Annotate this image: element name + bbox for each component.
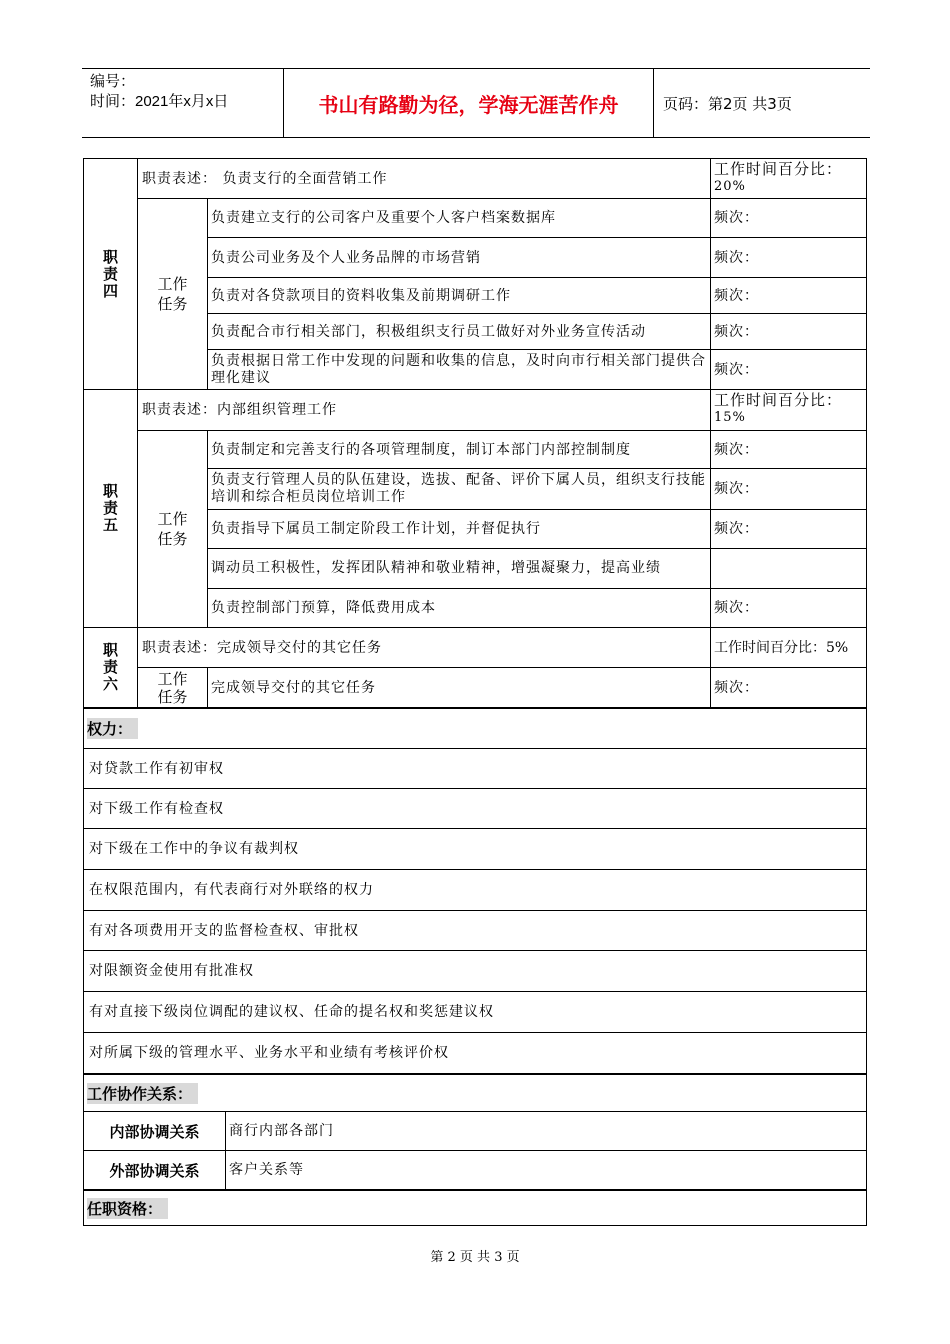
duty-5-task-2-freq: 频次： <box>710 468 867 510</box>
authority-heading-cell <box>83 707 867 749</box>
duty-4-task-5-freq: 频次： <box>710 349 867 390</box>
duty-4-task-2-freq: 频次： <box>710 237 867 278</box>
duty-4-task-5: 负责根据日常工作中发现的问题和收集的信息，及时向市行相关部门提供合理化建议 <box>207 349 711 390</box>
duty-4-task-2: 负责公司业务及个人业务品牌的市场营销 <box>207 237 711 278</box>
duty-4-task-1: 负责建立支行的公司客户及重要个人客户档案数据库 <box>207 198 711 238</box>
duty-5-label-cell <box>83 389 138 628</box>
duty-4-time-label: 工作时间百分比： <box>714 160 843 178</box>
duty-4-task-3: 负责对各贷款项目的资料收集及前期调研工作 <box>207 277 711 314</box>
duty-5-task-label: 工作任务 <box>157 510 188 548</box>
page-header <box>82 68 870 138</box>
duty-4-task-3-freq: 频次： <box>710 277 867 314</box>
duty-5-task-label-cell <box>137 430 208 628</box>
header-page-number: 页码：第2页 共3页 <box>663 94 792 113</box>
authority-item: 对下级工作有检查权 <box>83 788 867 829</box>
duty-5-time-label: 工作时间百分比： <box>714 391 843 409</box>
authority-item: 在权限范围内，有代表商行对外联络的权力 <box>83 869 867 911</box>
internal-relations-label: 内部协调关系 <box>83 1111 226 1151</box>
external-relations-label: 外部协调关系 <box>83 1150 226 1190</box>
duty-5-task-4: 调动员工积极性，发挥团队精神和敬业精神，增强凝聚力，提高业绩 <box>207 548 711 589</box>
duty-6-title: 职责六 <box>101 642 119 693</box>
duty-6-label-cell <box>83 627 138 708</box>
authority-item: 对限额资金使用有批准权 <box>83 950 867 992</box>
duty-5-time-cell <box>710 389 867 431</box>
duty-6-description: 职责表述：完成领导交付的其它任务 <box>137 627 711 668</box>
duty-5-task-1: 负责制定和完善支行的各项管理制度，制订本部门内部控制制度 <box>207 430 711 469</box>
relations-heading: 工作协作关系： <box>87 1083 198 1104</box>
authority-item: 有对各项费用开支的监督检查权、审批权 <box>83 910 867 951</box>
duty-5-description: 职责表述：内部组织管理工作 <box>137 389 711 431</box>
authority-heading: 权力： <box>87 718 138 739</box>
header-motto: 书山有路勤为径，学海无涯苦作舟 <box>318 92 619 117</box>
duty-4-task-4-freq: 频次： <box>710 313 867 350</box>
duty-4-title: 职责四 <box>101 248 119 300</box>
authority-item: 对所属下级的管理水平、业务水平和业绩有考核评价权 <box>83 1032 867 1074</box>
duty-5-time-value: 15% <box>714 410 746 425</box>
duty-5-task-5: 负责控制部门预算，降低费用成本 <box>207 588 711 628</box>
duty-5-task-2: 负责支行管理人员的队伍建设，选拔、配备、评价下属人员，组织支行技能培训和综合柜员岗位培训工作 <box>207 468 711 510</box>
page-footer: 第 2 页 共 3 页 <box>430 1250 520 1265</box>
header-meta <box>90 72 228 112</box>
authority-item: 对下级在工作中的争议有裁判权 <box>83 828 867 870</box>
internal-relations-value: 商行内部各部门 <box>225 1111 867 1151</box>
document-date: 时间：2021年x月x日 <box>90 93 229 110</box>
duty-4-task-4: 负责配合市行相关部门，积极组织支行员工做好对外业务宣传活动 <box>207 313 711 350</box>
duty-4-task-1-freq: 频次： <box>710 198 867 238</box>
duty-6-task-1: 完成领导交付的其它任务 <box>207 667 711 708</box>
duty-6-task-label-cell <box>137 667 208 708</box>
document-number-label: 编号： <box>90 73 136 90</box>
duty-5-task-4-freq <box>710 548 867 589</box>
external-relations-value: 客户关系等 <box>225 1150 867 1190</box>
duty-4-task-label-cell <box>137 198 208 390</box>
authority-item: 对贷款工作有初审权 <box>83 748 867 789</box>
duty-4-label-cell <box>83 158 138 390</box>
duty-5-title: 职责五 <box>101 483 119 534</box>
relations-heading-cell <box>83 1073 867 1112</box>
duty-6-time: 工作时间百分比：5% <box>710 627 867 668</box>
duty-4-time-value: 20% <box>714 179 746 194</box>
duty-4-time-cell <box>710 158 867 199</box>
duty-6-task-label: 工作任务 <box>157 669 188 706</box>
duty-4-task-label: 工作任务 <box>157 275 188 313</box>
authority-item: 有对直接下级岗位调配的建议权、任命的提名权和奖惩建议权 <box>83 991 867 1033</box>
duty-5-task-1-freq: 频次： <box>710 430 867 469</box>
duty-6-task-1-freq: 频次： <box>710 667 867 708</box>
duty-5-task-3-freq: 频次： <box>710 509 867 549</box>
duty-5-task-3: 负责指导下属员工制定阶段工作计划，并督促执行 <box>207 509 711 549</box>
header-divider <box>653 69 654 137</box>
duty-4-description: 职责表述： 负责支行的全面营销工作 <box>137 158 711 199</box>
duty-5-task-5-freq: 频次： <box>710 588 867 628</box>
qualification-heading: 任职资格： <box>87 1198 168 1219</box>
qualification-heading-cell <box>83 1189 867 1226</box>
